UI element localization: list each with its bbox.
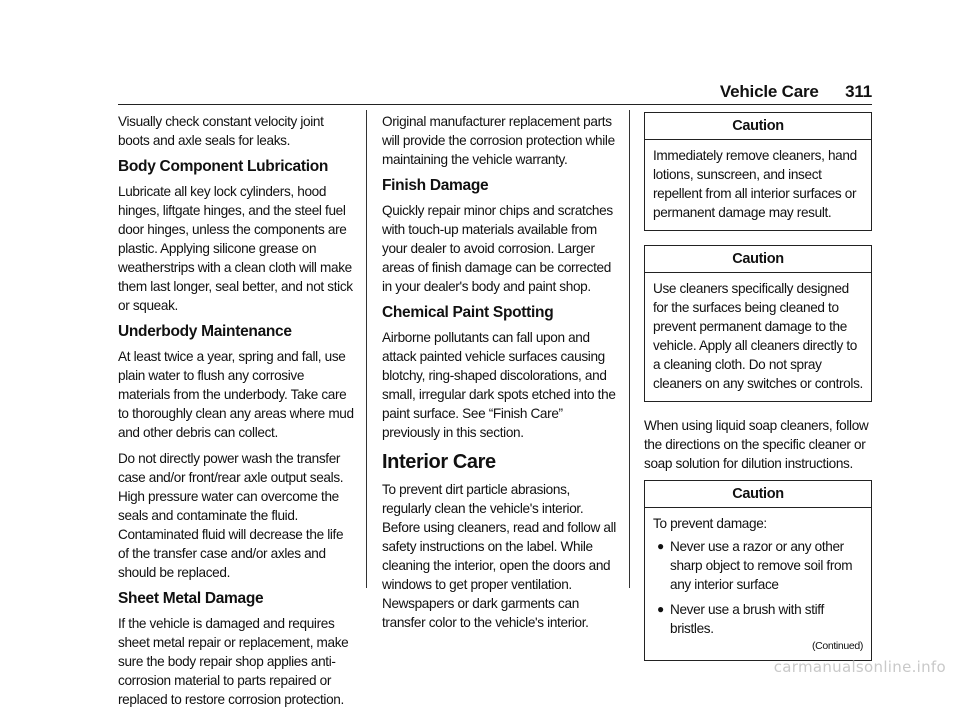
bullet-icon: ●: [657, 602, 664, 616]
section-heading: Body Component Lubrication: [118, 158, 329, 175]
caution-text: To prevent damage:: [653, 516, 767, 531]
major-heading: Interior Care: [382, 451, 496, 473]
list-item-text: Never use a brush with stiff bristles.: [670, 602, 824, 636]
section-heading: Underbody Maintenance: [118, 323, 292, 340]
paragraph: Quickly repair minor chips and scratches with touch-up materials available from your dealer to avoid corrosion. Larger areas of finish damage can be corrected in your dealer's body and paint shop.: [382, 203, 613, 294]
page-header: [720, 82, 872, 102]
caution-box: [644, 112, 872, 231]
paragraph: Lubricate all key lock cylinders, hood hinges, liftgate hinges, and the steel fuel door hinges, unless the components are plastic. Applying silicone grease on weatherstrips with a clean cloth will make them last longer, seal better, and not stick or squeak.: [118, 184, 353, 313]
paragraph: To prevent dirt particle abrasions, regularly clean the vehicle's interior. Before using cleaners, read and follow all safety instructions on the label. While cleaning the interior, open the doors and windows to get proper ventilation. Newspapers or dark garments can transfer color to the vehicle's interior.: [382, 482, 616, 630]
caution-box: [644, 480, 872, 661]
page-number: 311: [845, 82, 872, 101]
paragraph: Do not directly power wash the transfer case and/or front/rear axle output seals. High pressure water can overcome the seals and contaminate the fluid. Contaminated fluid will decrease the life of the transfer case and/or axles and should be replaced.: [118, 451, 344, 580]
paragraph: Airborne pollutants can fall upon and attack painted vehicle surfaces causing blotchy, ring-shaped discolorations, and small, irregular dark spots etched into the paint surface. See “Finish Care” previously in this section.: [382, 330, 616, 440]
section-heading: Sheet Metal Damage: [118, 590, 264, 607]
list-item-text: Never use a razor or any other sharp object to remove soil from any interior surface: [670, 539, 853, 592]
paragraph: At least twice a year, spring and fall, use plain water to flush any corrosive materials from the underbody. Take care to thoroughly clean any areas where mud and other debris can collect.: [118, 349, 354, 440]
continued-label: (Continued): [811, 640, 863, 652]
paragraph: Original manufacturer replacement parts will provide the corrosion protection while maintaining the vehicle warranty.: [382, 114, 615, 167]
caution-title: Caution: [645, 246, 871, 273]
list-item: [653, 537, 863, 594]
caution-box: [644, 245, 872, 402]
caution-text: Immediately remove cleaners, hand lotions, sunscreen, and insect repellent from all interior surfaces or permanent damage may result.: [653, 148, 857, 220]
caution-list: [653, 537, 863, 638]
caution-title: Caution: [645, 113, 871, 140]
watermark: carmanualsonline.info: [773, 658, 946, 676]
list-item: [653, 600, 863, 638]
header-divider: [118, 104, 872, 105]
caution-text: Use cleaners specifically designed for the surfaces being cleaned to prevent permanent damage to the vehicle. Apply all cleaners directly to a cleaning cloth. Do not spray cleaners on any switches or controls.: [653, 281, 863, 391]
caution-title: Caution: [645, 481, 871, 508]
section-title: Vehicle Care: [719, 82, 819, 101]
paragraph: Visually check constant velocity joint boots and axle seals for leaks.: [118, 114, 324, 148]
column-divider: [366, 110, 367, 588]
column-left: [118, 112, 354, 716]
paragraph: When using liquid soap cleaners, follow the directions on the specific cleaner or soap solution for dilution instructions.: [644, 418, 869, 471]
column-right: [644, 112, 872, 675]
section-heading: Chemical Paint Spotting: [382, 304, 554, 321]
column-middle: [382, 112, 618, 639]
column-divider: [629, 110, 630, 588]
bullet-icon: ●: [657, 539, 664, 553]
paragraph: If the vehicle is damaged and requires sheet metal repair or replacement, make sure the body repair shop applies anti-corrosion material to parts repaired or replaced to restore corrosion protection.: [118, 616, 349, 707]
section-heading: Finish Damage: [382, 177, 489, 194]
